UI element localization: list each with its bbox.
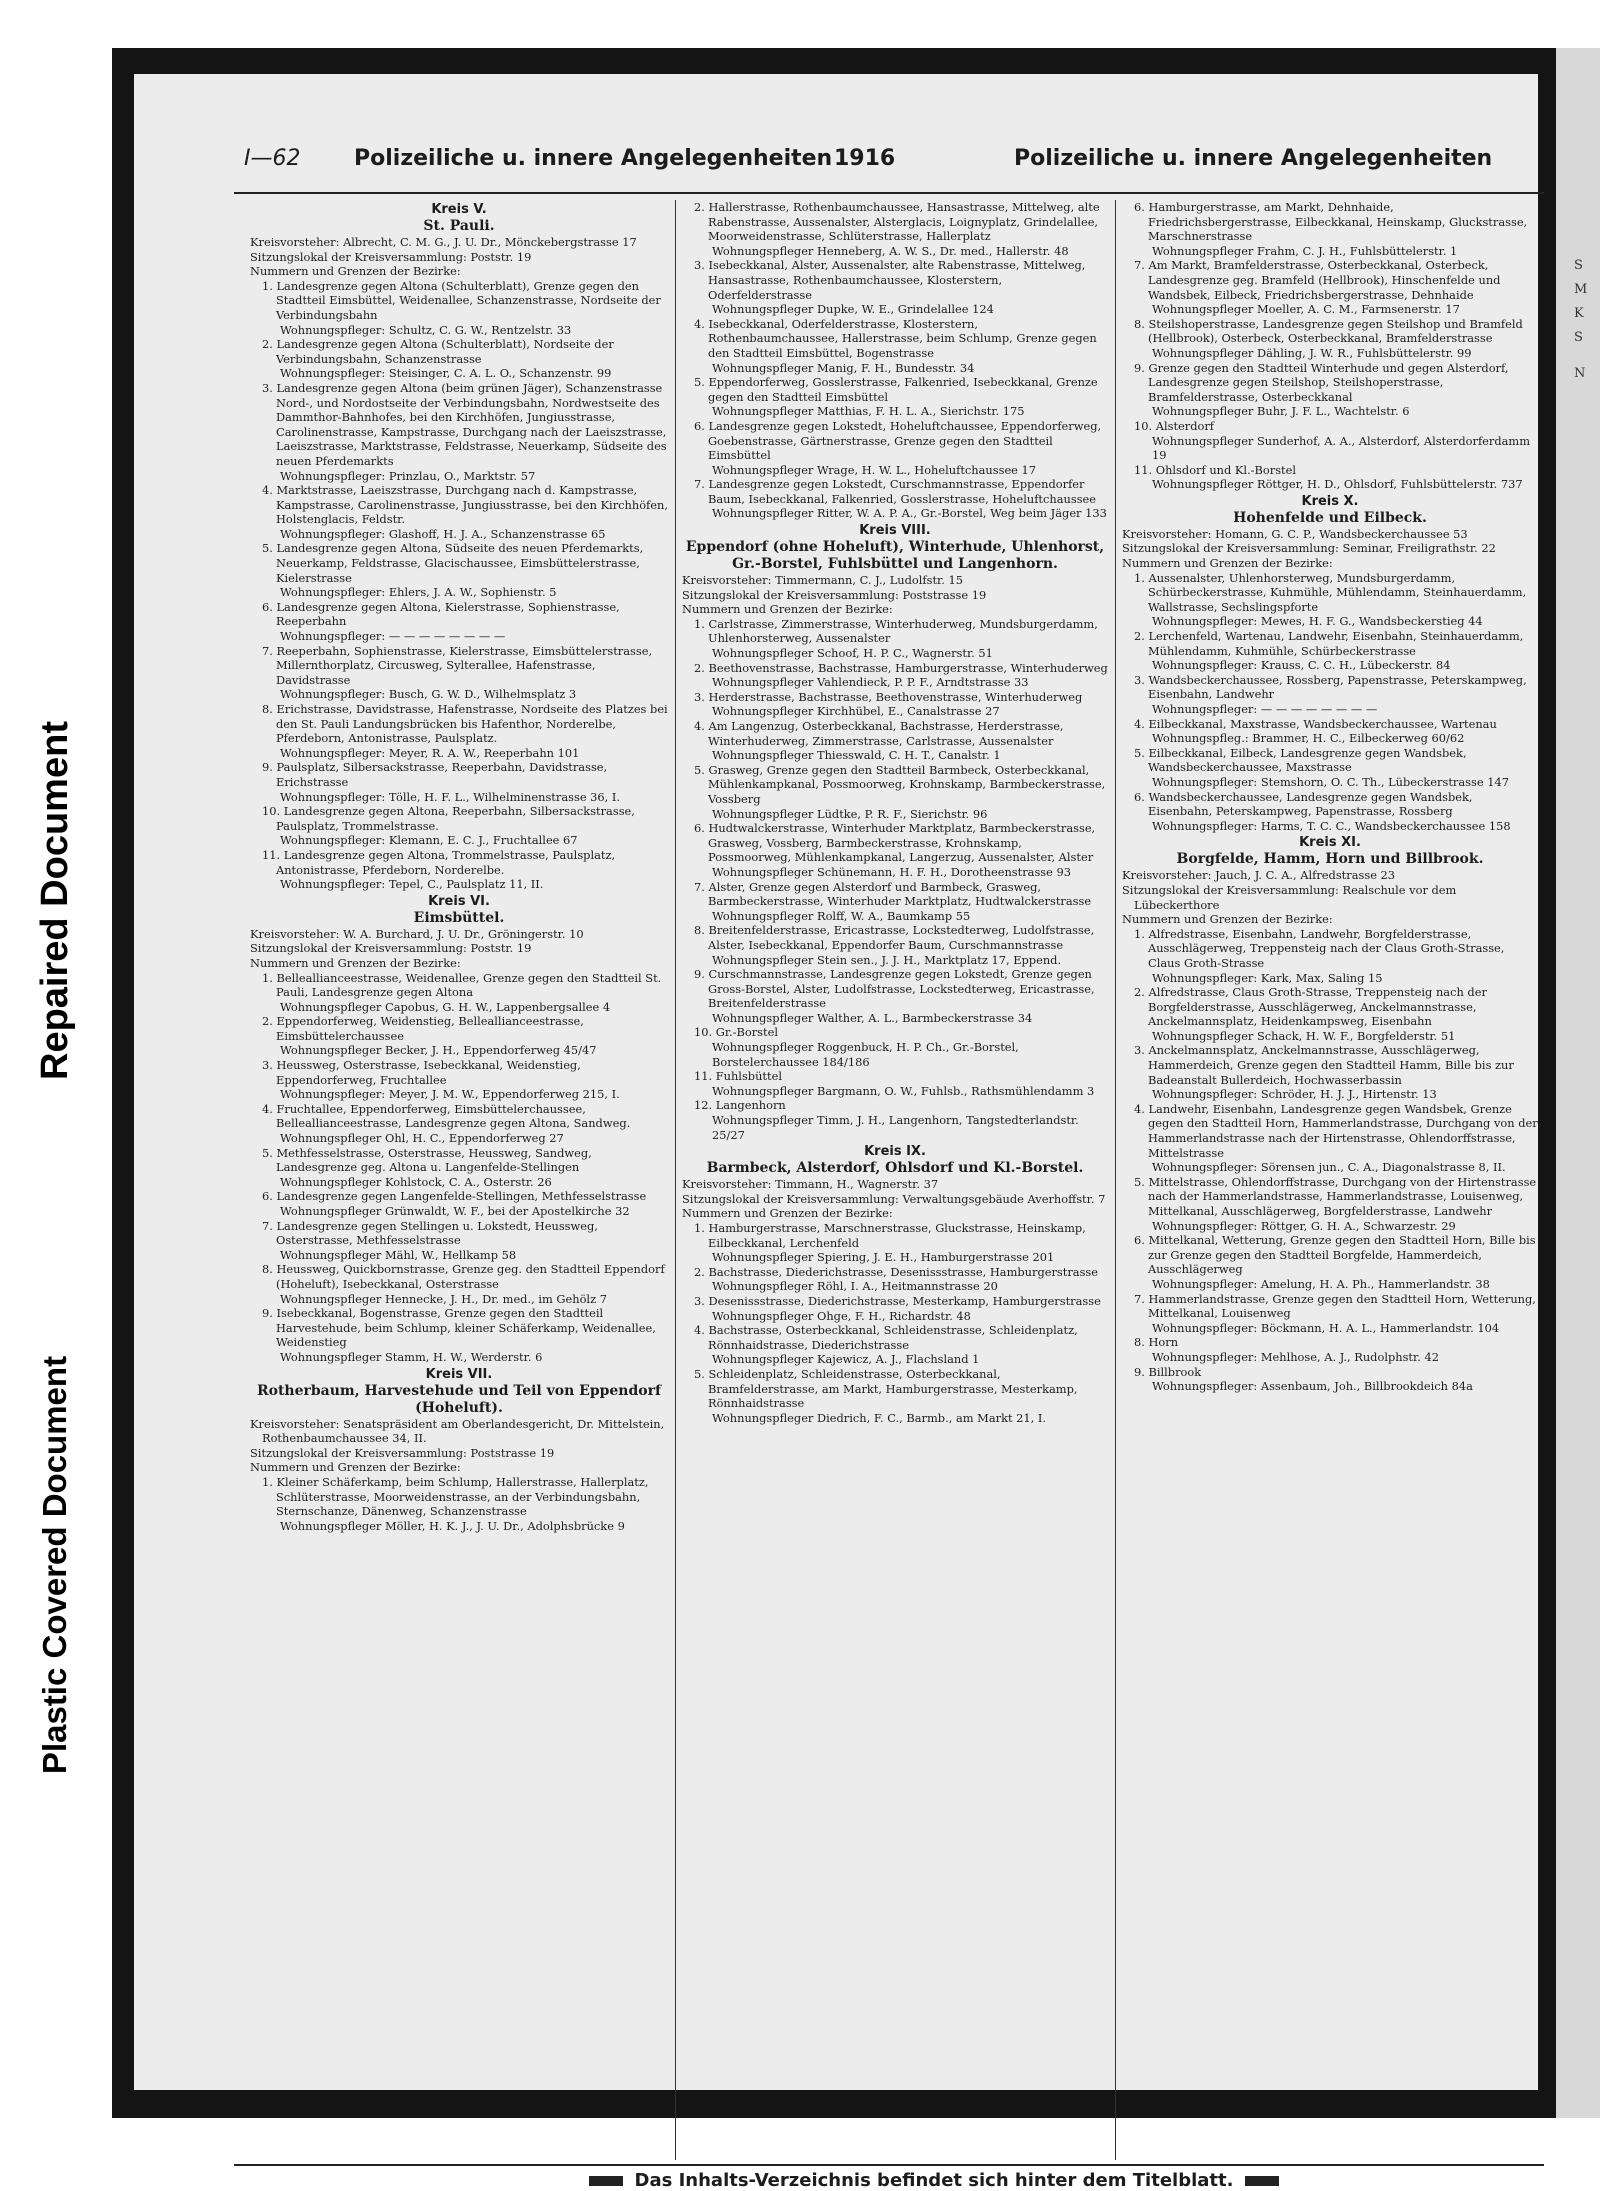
bezirk-list — [250, 279, 668, 892]
side-label-repaired-text: Repaired Document — [33, 720, 76, 1080]
bezirk-entry: 4. Landwehr, Eisenbahn, Landesgrenze gegen Wandsbek, Grenze gegen den Stadtteil Horn, Hammerlandstrasse, Durchgang von der Hammerlandstrasse nach der Hirtenstrasse, Ohlendorffstrasse, Mittelstrasse — [1134, 1101, 1538, 1160]
bezirk-entry: 6. Landesgrenze gegen Lokstedt, Hoheluftchaussee, Eppendorferweg, Goebenstrasse, Gärtnerstrasse, Grenze gegen den Stadtteil Eimsbüttel — [694, 418, 1102, 463]
wohnungspfleger: Wohnungspfleger Möller, H. K. J., J. U. Dr., Adolphsbrücke 9 — [280, 1518, 625, 1533]
bezirk-entry: 6. Hudtwalckerstrasse, Winterhuder Marktplatz, Barmbeckerstrasse, Grasweg, Vossberg, Barmbeckerstrasse, Krohnskamp, Possmoorweg, Mühlenkampkanal, Langerzug, Aussenalster, Alster — [694, 821, 1096, 865]
bezirk-entry: 7. Alster, Grenze gegen Alsterdorf und Barmbeck, Grasweg, Barmbeckerstrasse, Winterhuder Marktplatz, Hudtwalckerstrasse — [694, 879, 1092, 909]
wohnungspfleger: Wohnungspfleger Bargmann, O. W., Fuhlsb., Rathsmühlendamm 3 — [712, 1083, 1095, 1098]
nummern-heading: Nummern und Grenzen der Bezirke: — [250, 1460, 461, 1475]
bezirk-entry: 2. Landesgrenze gegen Altona (Schulterblatt), Nordseite der Verbindungsbahn, Schanzenstrasse — [262, 337, 614, 366]
bezirk-entry: 10. Gr.-Borstel — [694, 1025, 778, 1040]
wohnungspfleger: Wohnungspfleger: Stemshorn, O. C. Th., Lübeckerstrasse 147 — [1152, 774, 1509, 789]
footer-rule — [234, 2164, 1544, 2166]
kreisvorsteher: Kreisvorsteher: Timmermann, C. J., Ludolfstr. 15 — [682, 573, 963, 588]
bezirk-entry: 5. Schleidenplatz, Schleidenstrasse, Osterbeckkanal, Bramfelderstrasse, am Markt, Hamburgerstrasse, Mesterkamp, Rönnhaidstrasse — [694, 1366, 1078, 1411]
bezirk-entry: 3. Wandsbeckerchaussee, Rossberg, Papenstrasse, Peterskampweg, Eisenbahn, Landwehr — [1134, 672, 1527, 702]
kreisvorsteher: Kreisvorsteher: Albrecht, C. M. G., J. U. Dr., Mönckebergstrasse 17 — [250, 235, 637, 249]
wohnungspfleger: Wohnungspfleger Kajewicz, A. J., Flachsland 1 — [712, 1352, 980, 1367]
wohnungspfleger: Wohnungspfleger Thiesswald, C. H. T., Canalstr. 1 — [712, 748, 1001, 763]
wohnungspfleger: Wohnungspfleger Becker, J. H., Eppendorferweg 45/47 — [280, 1043, 597, 1058]
kreis-heading: Kreis X. — [1301, 493, 1359, 509]
wohnungspfleger: Wohnungspfleger: — — — — — — — — — [280, 629, 506, 644]
sitzungslokal: Sitzungslokal der Kreisversammlung: Poststr. 19 — [250, 941, 532, 956]
edge-letter: K — [1574, 306, 1584, 321]
bezirk-entry: 2. Beethovenstrasse, Bachstrasse, Hamburgerstrasse, Winterhuderweg — [694, 660, 1108, 675]
bezirk-list — [250, 971, 668, 1365]
bezirk-entry: 3. Heussweg, Osterstrasse, Isebeckkanal, Weidenstieg, Eppendorferweg, Fruchtallee — [262, 1058, 581, 1087]
kreis-area: Hohenfelde und Eilbeck. — [1233, 509, 1427, 526]
nummern-heading: Nummern und Grenzen der Bezirke: — [682, 602, 893, 617]
bezirk-entry: 3. Herderstrasse, Bachstrasse, Beethovenstrasse, Winterhuderweg — [694, 689, 1083, 704]
adjacent-page-edge — [1556, 48, 1600, 2118]
kreisvorsteher: Kreisvorsteher: Senatspräsident am Oberlandesgericht, Dr. Mittelstein, Rothenbaumchaussee 34, II. — [250, 1416, 665, 1446]
nummern-heading: Nummern und Grenzen der Bezirke: — [1122, 912, 1333, 927]
bezirk-entry: 10. Landesgrenze gegen Altona, Reeperbahn, Silbersackstrasse, Paulsplatz, Trommelstrasse. — [262, 804, 635, 833]
bezirk-entry: 1. Kleiner Schäferkamp, beim Schlump, Hallerstrasse, Hallerplatz, Schlüterstrasse, Moorweidenstrasse, an der Verbindungsbahn, Sternschanze, Dänenweg, Schanzenstrasse — [262, 1474, 649, 1519]
wohnungspfleger: Wohnungspfleger Röttger, H. D., Ohlsdorf, Fuhlsbüttelerstr. 737 — [1152, 477, 1523, 492]
wohnungspfleger: Wohnungspfleger Schoof, H. P. C., Wagnerstr. 51 — [712, 646, 993, 661]
wohnungspfleger: Wohnungspfleger: Mehlhose, A. J., Rudolphstr. 42 — [1152, 1349, 1439, 1364]
nummern-heading: Nummern und Grenzen der Bezirke: — [1122, 556, 1333, 571]
bezirk-entry: 8. Erichstrasse, Davidstrasse, Hafenstrasse, Nordseite des Platzes bei den St. Pauli Landungsbrücken bis Hafenthor, Norderelbe, Pferdeborn, Antonistrasse, Paulsplatz. — [262, 702, 668, 746]
wohnungspfleger: Wohnungspfleger Rolff, W. A., Baumkamp 55 — [712, 908, 971, 923]
wohnungspfleger: Wohnungspfleger Stamm, H. W., Werderstr. 6 — [280, 1349, 543, 1364]
edge-letter: S — [1574, 258, 1583, 273]
bezirk-entry: 2. Alfredstrasse, Claus Groth-Strasse, Treppensteig nach der Borgfelderstrasse, Ausschlägerweg, Anckelmannstrasse, Anckelmannsplatz, Heidenkampsweg, Eisenbahn — [1134, 985, 1487, 1029]
bezirk-entry: 4. Isebeckkanal, Oderfelderstrasse, Klosterstern, Rothenbaumchaussee, Hallerstrasse, beim Schlump, Grenze gegen den Stadtteil Eimsbüttel, Bogenstrasse — [694, 316, 1097, 360]
nummern-heading: Nummern und Grenzen der Bezirke: — [250, 264, 461, 279]
bezirk-entry: 9. Paulsplatz, Silbersackstrasse, Reeperbahn, Davidstrasse, Erichstrasse — [262, 760, 608, 789]
bezirk-entry: 1. Aussenalster, Uhlenhorsterweg, Mundsburgerdamm, Schürbeckerstrasse, Kuhmühle, Mühlendamm, Steinhauerdamm, Wallstrasse, Sechslingspforte — [1134, 570, 1527, 614]
wohnungspfleger: Wohnungspfleger: Mewes, H. F. G., Wandsbeckerstieg 44 — [1152, 614, 1483, 629]
header-rule — [234, 192, 1544, 194]
bezirk-entry: 4. Eilbeckkanal, Maxstrasse, Wandsbeckerchaussee, Wartenau — [1134, 716, 1497, 731]
kreisvorsteher: Kreisvorsteher: Timmann, H., Wagnerstr. 37 — [682, 1177, 939, 1192]
wohnungspfleger: Wohnungspfleger: Steisinger, C. A. L. O., Schanzenstr. 99 — [280, 366, 612, 381]
wohnungspfleger: Wohnungspfleger Lüdtke, P. R. F., Sierichstr. 96 — [712, 806, 988, 821]
wohnungspfleger: Wohnungspfleger Kohlstock, C. A., Osterstr. 26 — [280, 1174, 552, 1189]
bezirk-entry: 1. Carlstrasse, Zimmerstrasse, Winterhuderweg, Mundsburgerdamm, Uhlenhorsterweg, Aussenalster — [694, 616, 1098, 646]
bezirk-entry: 3. Isebeckkanal, Alster, Aussenalster, alte Rabenstrasse, Mittelweg, Hansastrasse, Rothenbaumchaussee, Klosterstern, Oderfelderstrasse — [694, 258, 1086, 302]
wohnungspfleger: Wohnungspfleger Capobus, G. H. W., Lappenbergsallee 4 — [280, 999, 611, 1014]
wohnungspfleger: Wohnungspfleger: Krauss, C. C. H., Lübeckerstr. 84 — [1152, 658, 1451, 673]
bezirk-list — [682, 1221, 1108, 1425]
bezirk-entry: 12. Langenhorn — [694, 1098, 786, 1113]
wohnungspfleger: Wohnungspfleger Röhl, I. A., Heitmannstrasse 20 — [712, 1279, 998, 1294]
side-label-repaired — [0, 620, 110, 1180]
bezirk-entry: 4. Fruchtallee, Eppendorferweg, Eimsbüttelerchaussee, Belleallianceestrasse, Landesgrenze gegen Altona, Sandweg. — [262, 1101, 631, 1131]
kreis-area: Barmbeck, Alsterdorf, Ohlsdorf und Kl.-Borstel. — [706, 1160, 1084, 1177]
wohnungspfleger: Wohnungspfleger Mähl, W., Hellkamp 58 — [280, 1247, 517, 1262]
wohnungspfleger: Wohnungspfleger: Klemann, E. C. J., Fruchtallee 67 — [280, 833, 578, 848]
bezirk-entry: 6. Wandsbeckerchaussee, Landesgrenze gegen Wandsbek, Eisenbahn, Peterskampweg, Papenstrasse, Rossberg — [1134, 789, 1473, 819]
kreis-area: Eppendorf (ohne Hoheluft), Winterhude, Uhlenhorst, Gr.-Borstel, Fuhlsbüttel und Langenhorn. — [685, 539, 1105, 573]
kreis-area: Rotherbaum, Harvestehude und Teil von Eppendorf (Hoheluft). — [256, 1382, 662, 1416]
nummern-heading: Nummern und Grenzen der Bezirke: — [682, 1206, 893, 1221]
wohnungspfleger: Wohnungspfleger Ritter, W. A. P. A., Gr.-Borstel, Weg beim Jäger 133 — [712, 506, 1107, 521]
bezirk-entry: 10. Alsterdorf — [1134, 418, 1215, 433]
edge-letter: N — [1574, 366, 1586, 381]
bezirk-list — [1122, 200, 1538, 492]
page-number: I—62 — [244, 146, 301, 171]
wohnungspfleger: Wohnungspfleger Dupke, W. E., Grindelallee 124 — [712, 302, 994, 317]
wohnungspfleger: Wohnungspfleger Matthias, F. H. L. A., Sierichstr. 175 — [712, 404, 1025, 419]
side-label-plastic-text: Plastic Covered Document — [36, 1355, 73, 1775]
bezirk-entry: 9. Grenze gegen den Stadtteil Winterhude und gegen Alsterdorf, Landesgrenze gegen Steilshop, Steilshoperstrasse, Bramfelderstrasse, Osterbeckkanal — [1134, 360, 1509, 404]
bezirk-entry: 11. Fuhlsbüttel — [694, 1069, 782, 1084]
wohnungspfleger: Wohnungspfleger: Prinzlau, O., Marktstr. 57 — [280, 468, 536, 483]
bezirk-list — [682, 200, 1108, 521]
pointing-hand-icon — [589, 2176, 623, 2186]
sitzungslokal: Sitzungslokal der Kreisversammlung: Verwaltungsgebäude Averhoffstr. 7 — [682, 1191, 1106, 1206]
sitzungslokal: Sitzungslokal der Kreisversammlung: Realschule vor dem Lübeckerthore — [1122, 882, 1457, 912]
wohnungspfleger: Wohnungspfleger Timm, J. H., Langenhorn, Tangstedterlandstr. 25/27 — [712, 1113, 1079, 1142]
wohnungspfleger: Wohnungspfleger: Amelung, H. A. Ph., Hammerlandstr. 38 — [1152, 1276, 1490, 1291]
wohnungspfleger: Wohnungspfleger Sunderhof, A. A., Alsterdorf, Alsterdorferdamm 19 — [1152, 433, 1531, 463]
bezirk-list — [1122, 927, 1538, 1394]
bezirk-entry: 7. Hammerlandstrasse, Grenze gegen den Stadtteil Horn, Wetterung, Mittelkanal, Louisenweg — [1134, 1291, 1536, 1321]
wohnungspfleger: Wohnungspfleger: Meyer, R. A. W., Reeperbahn 101 — [280, 745, 580, 760]
bezirk-list — [250, 1475, 668, 1533]
side-label-plastic — [0, 1280, 110, 1850]
kreis-heading: Kreis V. — [431, 202, 487, 217]
kreisvorsteher: Kreisvorsteher: W. A. Burchard, J. U. Dr., Gröningerstr. 10 — [250, 926, 584, 941]
sitzungslokal: Sitzungslokal der Kreisversammlung: Poststrasse 19 — [250, 1445, 555, 1460]
wohnungspfleger: Wohnungspfleger Grünwaldt, W. F., bei der Apostelkirche 32 — [280, 1204, 630, 1218]
bezirk-entry: 4. Bachstrasse, Osterbeckkanal, Schleidenstrasse, Schleidenplatz, Rönnhaidstrasse, Diederichstrasse — [694, 1323, 1078, 1352]
edge-letter: S — [1574, 330, 1583, 345]
header-year: 1916 — [834, 146, 896, 171]
wohnungspfleger: Wohnungspfleger Spiering, J. E. H., Hamburgerstrasse 201 — [712, 1250, 1055, 1265]
kreis-heading: Kreis VI. — [428, 893, 490, 909]
wohnungspfleger: Wohnungspfleger Ohge, F. H., Richardstr. 48 — [712, 1308, 971, 1323]
scanned-page — [112, 48, 1600, 2191]
bezirk-entry: 1. Alfredstrasse, Eisenbahn, Landwehr, Borgfelderstrasse, Ausschlägerweg, Treppensteig nach der Claus Groth-Strasse, Claus Groth-Strasse — [1134, 926, 1505, 970]
bezirk-entry: 1. Landesgrenze gegen Altona (Schulterblatt), Grenze gegen den Stadtteil Eimsbüttel, Weidenallee, Schanzenstrasse, Nordseite der Verbindungsbahn — [262, 278, 661, 322]
bezirk-entry: 8. Heussweg, Quickbornstrasse, Grenze geg. den Stadtteil Eppendorf (Hoheluft), Isebeckkanal, Osterstrasse — [262, 1262, 665, 1291]
header-right-title: Polizeiliche u. innere Angelegenheiten — [1014, 146, 1493, 171]
kreis-area: St. Pauli. — [423, 218, 495, 234]
bezirk-entry: 8. Steilshoperstrasse, Landesgrenze gegen Steilshop und Bramfeld (Hellbrook), Osterbeck, Osterbeckkanal, Bramfelderstrasse — [1134, 316, 1523, 346]
bezirk-entry: 4. Marktstrasse, Laeiszstrasse, Durchgang nach d. Kampstrasse, Kampstrasse, Carolinenstrasse, Jungiusstrasse, bei den Kirchhöfen, Holstenglacis, Feldstr. — [262, 483, 668, 527]
sitzungslokal: Sitzungslokal der Kreisversammlung: Seminar, Freiligrathstr. 22 — [1122, 541, 1496, 556]
wohnungspfleger: Wohnungspfleger: Ehlers, J. A. W., Sophienstr. 5 — [280, 585, 557, 600]
wohnungspfleger: Wohnungspfleger: Sörensen jun., C. A., Diagonalstrasse 8, II. — [1152, 1160, 1506, 1175]
wohnungspfleger: Wohnungspfleger Wrage, H. W. L., Hoheluftchaussee 17 — [712, 462, 1037, 477]
wohnungspfleger: Wohnungspfleger Schünemann, H. F. H., Dorotheenstrasse 93 — [712, 864, 1072, 879]
bezirk-entry: 2. Bachstrasse, Diederichstrasse, Desenissstrasse, Hamburgerstrasse — [694, 1264, 1099, 1279]
wohnungspfleger: Wohnungspfleger: — — — — — — — — — [1152, 702, 1378, 716]
bezirk-list — [682, 617, 1108, 1142]
bezirk-entry: 9. Isebeckkanal, Bogenstrasse, Grenze gegen den Stadtteil Harvestehude, beim Schlump, kleiner Schäferkamp, Weidenallee, Weidenstieg — [262, 1306, 656, 1350]
bezirk-entry: 5. Landesgrenze gegen Altona, Südseite des neuen Pferdemarkts, Neuerkamp, Feldstrasse, Glacischaussee, Eimsbüttelerstrasse, Kielerstrasse — [262, 541, 644, 585]
kreis-area: Borgfelde, Hamm, Horn und Billbrook. — [1176, 851, 1484, 868]
column-2 — [682, 200, 1108, 2165]
column-rule — [675, 200, 676, 2160]
bezirk-entry: 9. Billbrook — [1134, 1364, 1202, 1379]
bezirk-entry: 11. Ohlsdorf und Kl.-Borstel — [1134, 462, 1297, 477]
bezirk-entry: 7. Landesgrenze gegen Lokstedt, Curschmannstrasse, Eppendorfer Baum, Isebeckkanal, Falkenried, Gosslerstrasse, Hoheluftchaussee — [694, 477, 1097, 506]
page-header — [244, 146, 1524, 182]
bezirk-entry: 1. Hamburgerstrasse, Marschnerstrasse, Gluckstrasse, Heinskamp, Eilbeckkanal, Lerchenfeld — [694, 1221, 1086, 1250]
bezirk-entry: 5. Eilbeckkanal, Eilbeck, Landesgrenze gegen Wandsbek, Wandsbeckerchaussee, Maxstrasse — [1134, 745, 1467, 775]
wohnungspfleger: Wohnungspfleger: Röttger, G. H. A., Schwarzestr. 29 — [1152, 1218, 1456, 1233]
wohnungspfleger: Wohnungspfleger Vahlendieck, P. P. F., Arndtstrasse 33 — [712, 675, 1029, 690]
bezirk-entry: 5. Grasweg, Grenze gegen den Stadtteil Barmbeck, Osterbeckkanal, Mühlenkampkanal, Possmoorweg, Krohnskamp, Barmbeckerstrasse, Vossberg — [694, 762, 1106, 806]
wohnungspfleger: Wohnungspfleger Dähling, J. W. R., Fuhlsbüttelerstr. 99 — [1152, 345, 1472, 360]
bezirk-entry: 3. Desenissstrasse, Diederichstrasse, Mesterkamp, Hamburgerstrasse — [694, 1293, 1101, 1308]
edge-letter: M — [1574, 282, 1588, 297]
bezirk-entry: 2. Lerchenfeld, Wartenau, Landwehr, Eisenbahn, Steinhauerdamm, Mühlendamm, Kuhmühle, Schürbeckerstrasse — [1134, 629, 1524, 658]
sitzungslokal: Sitzungslokal der Kreisversammlung: Poststrasse 19 — [682, 587, 987, 602]
wohnungspfleger: Wohnungspfleger: Busch, G. W. D., Wilhelmsplatz 3 — [280, 687, 577, 702]
bezirk-entry: 3. Landesgrenze gegen Altona (beim grünen Jäger), Schanzenstrasse Nord-, und Nordostseite der Verbindungsbahn, Nordwestseite des Dammthor-Bahnhofes, bei den Kirchhöfen, Jungiusstrasse, Carolinenstrasse, Kampstrasse, Durchgang nach der Laeiszstrasse, Laeiszstrasse, Marktstrasse, Feldstrasse, Neuerkamp, Südseite des neuen Pferdemarkts — [262, 380, 667, 468]
pointing-hand-icon — [1245, 2176, 1279, 2186]
kreis-heading: Kreis VIII. — [859, 523, 931, 539]
bezirk-list — [1122, 571, 1538, 834]
wohnungspfleger: Wohnungspfleger: Glashoff, H. J. A., Schanzenstrasse 65 — [280, 526, 606, 541]
bezirk-entry: 1. Belleallianceestrasse, Weidenallee, Grenze gegen den Stadtteil St. Pauli, Landesgrenze gegen Altona — [262, 970, 662, 1000]
sitzungslokal: Sitzungslokal der Kreisversammlung: Poststr. 19 — [250, 249, 532, 264]
kreis-area: Eimsbüttel. — [413, 909, 505, 926]
bezirk-entry: 7. Am Markt, Bramfelderstrasse, Osterbeckkanal, Osterbeck, Landesgrenze geg. Bramfeld (Hellbrook), Hinschenfelde und Wandsbek, Eilbeck, Friedrichsbergerstrasse, Dehnhaide — [1134, 258, 1501, 302]
column-rule — [1115, 200, 1116, 2160]
column-1 — [250, 200, 668, 2165]
bezirk-entry: 6. Hamburgerstrasse, am Markt, Dehnhaide, Friedrichsbergerstrasse, Eilbeckkanal, Heinskamp, Gluckstrasse, Marschnerstrasse — [1134, 200, 1528, 244]
wohnungspfleger: Wohnungspfleger: Assenbaum, Joh., Billbrookdeich 84a — [1152, 1379, 1473, 1394]
header-left-title: Polizeiliche u. innere Angelegenheiten — [354, 146, 833, 171]
bezirk-entry: 6. Landesgrenze gegen Langenfelde-Stellingen, Methfesselstrasse — [262, 1189, 647, 1204]
wohnungspfleger: Wohnungspfleger Hennecke, J. H., Dr. med., im Gehölz 7 — [280, 1291, 607, 1306]
bezirk-entry: 6. Mittelkanal, Wetterung, Grenze gegen den Stadtteil Horn, Bille bis zur Grenze gegen den Stadtteil Borgfelde, Hammerdeich, Ausschlägerweg — [1134, 1233, 1536, 1277]
bezirk-entry: 7. Reeperbahn, Sophienstrasse, Kielerstrasse, Eimsbüttelerstrasse, Millernthorplatz, Circusweg, Sylterallee, Hafenstrasse, Davidstrasse — [262, 643, 653, 687]
wohnungspfleger: Wohnungspfleger: Kark, Max, Saling 15 — [1152, 970, 1383, 985]
bezirk-entry: 3. Anckelmannsplatz, Anckelmannstrasse, Ausschlägerweg, Hammerdeich, Grenze gegen den Stadtteil Hamm, Bille bis zur Badeanstalt Bullerdeich, Hochwasserbassin — [1134, 1043, 1514, 1087]
page-footer — [134, 2170, 1600, 2191]
wohnungspfleger: Wohnungspfleger Henneberg, A. W. S., Dr. med., Hallerstr. 48 — [712, 243, 1069, 258]
bezirk-entry: 6. Landesgrenze gegen Altona, Kielerstrasse, Sophienstrasse, Reeperbahn — [262, 599, 620, 629]
kreisvorsteher: Kreisvorsteher: Jauch, J. C. A., Alfredstrasse 23 — [1122, 868, 1396, 883]
kreis-heading: Kreis XI. — [1299, 835, 1361, 851]
wohnungspfleger: Wohnungspfleg.: Brammer, H. C., Eilbeckerweg 60/62 — [1152, 731, 1465, 746]
wohnungspfleger: Wohnungspfleger Walther, A. L., Barmbeckerstrasse 34 — [712, 1010, 1033, 1025]
wohnungspfleger: Wohnungspfleger: Böckmann, H. A. L., Hammerlandstr. 104 — [1152, 1320, 1500, 1335]
wohnungspfleger: Wohnungspfleger Diedrich, F. C., Barmb., am Markt 21, I. — [712, 1410, 1047, 1425]
bezirk-entry: 5. Methfesselstrasse, Osterstrasse, Heussweg, Sandweg, Landesgrenze geg. Altona u. Langenfelde-Stellingen — [262, 1145, 592, 1175]
wohnungspfleger: Wohnungspfleger Kirchhübel, E., Canalstrasse 27 — [712, 704, 1000, 719]
wohnungspfleger: Wohnungspfleger Roggenbuck, H. P. Ch., Gr.-Borstel, Borstelerchaussee 184/186 — [712, 1040, 1019, 1069]
kreis-heading: Kreis VII. — [425, 1366, 493, 1382]
wohnungspfleger: Wohnungspfleger: Tölle, H. F. L., Wilhelminenstrasse 36, I. — [280, 789, 621, 804]
wohnungspfleger: Wohnungspfleger Ohl, H. C., Eppendorferweg 27 — [280, 1131, 564, 1146]
wohnungspfleger: Wohnungspfleger Manig, F. H., Bundesstr. 34 — [712, 360, 975, 375]
bezirk-entry: 9. Curschmannstrasse, Landesgrenze gegen Lokstedt, Grenze gegen Gross-Borstel, Alster, Ludolfstrasse, Lockstedterweg, Ericastrasse, Breitenfelderstrasse — [694, 967, 1095, 1011]
bezirk-entry: 8. Breitenfelderstrasse, Ericastrasse, Lockstedterweg, Ludolfstrasse, Alster, Isebeckkanal, Eppendorfer Baum, Curschmannstrasse — [694, 923, 1095, 952]
nummern-heading: Nummern und Grenzen der Bezirke: — [250, 955, 461, 970]
column-3 — [1122, 200, 1538, 2165]
bezirk-entry: 2. Hallerstrasse, Rothenbaumchaussee, Hansastrasse, Mittelweg, alte Rabenstrasse, Aussenalster, Alsterglacis, Loignyplatz, Grindelallee, Moorweidenstrasse, Schlüterstrasse, Hallerplatz — [694, 200, 1100, 244]
bezirk-entry: 2. Eppendorferweg, Weidenstieg, Belleallianceestrasse, Eimsbüttelerchaussee — [262, 1014, 584, 1043]
wohnungspfleger: Wohnungspfleger: Schultz, C. G. W., Rentzelstr. 33 — [280, 322, 572, 337]
wohnungspfleger: Wohnungspfleger: Tepel, C., Paulsplatz 11, II. — [280, 877, 544, 892]
bezirk-entry: 8. Horn — [1134, 1335, 1179, 1350]
bezirk-entry: 11. Landesgrenze gegen Altona, Trommelstrasse, Paulsplatz, Antonistrasse, Pferdeborn, Norderelbe. — [262, 847, 616, 877]
bezirk-entry: 5. Eppendorferweg, Gosslerstrasse, Falkenried, Isebeckkanal, Grenze gegen den Stadtteil Eimsbüttel — [694, 375, 1098, 404]
wohnungspfleger: Wohnungspfleger: Harms, T. C. C., Wandsbeckerchaussee 158 — [1152, 818, 1511, 833]
wohnungspfleger: Wohnungspfleger Buhr, J. F. L., Wachtelstr. 6 — [1152, 404, 1410, 419]
paper-sheet — [134, 74, 1538, 2191]
wohnungspfleger: Wohnungspfleger Stein sen., J. J. H., Marktplatz 17, Eppend. — [712, 952, 1062, 967]
wohnungspfleger: Wohnungspfleger Frahm, C. J. H., Fuhlsbüttelerstr. 1 — [1152, 243, 1458, 258]
bezirk-entry: 7. Landesgrenze gegen Stellingen u. Lokstedt, Heussweg, Osterstrasse, Methfesselstrasse — [262, 1218, 598, 1248]
kreisvorsteher: Kreisvorsteher: Homann, G. C. P., Wandsbeckerchaussee 53 — [1122, 526, 1468, 541]
wohnungspfleger: Wohnungspfleger: Meyer, J. M. W., Eppendorferweg 215, I. — [280, 1087, 620, 1102]
wohnungspfleger: Wohnungspfleger Moeller, A. C. M., Farmsenerstr. 17 — [1152, 302, 1460, 317]
wohnungspfleger: Wohnungspfleger: Schröder, H. J. J., Hirtenstr. 13 — [1152, 1087, 1437, 1102]
bezirk-entry: 4. Am Langenzug, Osterbeckkanal, Bachstrasse, Herderstrasse, Winterhuderweg, Zimmerstrasse, Carlstrasse, Aussenalster — [694, 719, 1064, 748]
bezirk-entry: 5. Mittelstrasse, Ohlendorffstrasse, Durchgang von der Hirtenstrasse nach der Hammerlandstrasse, Hammerlandstrasse, Louisenweg, Mittelkanal, Ausschlägerweg, Borgfelderstrasse, Landwehr — [1134, 1174, 1537, 1218]
footer-text: Das Inhalts-Verzeichnis befindet sich hinter dem Titelblatt. — [634, 2170, 1234, 2191]
kreis-heading: Kreis IX. — [864, 1144, 926, 1160]
wohnungspfleger: Wohnungspfleger Schack, H. W. F., Borgfelderstr. 51 — [1152, 1028, 1456, 1043]
